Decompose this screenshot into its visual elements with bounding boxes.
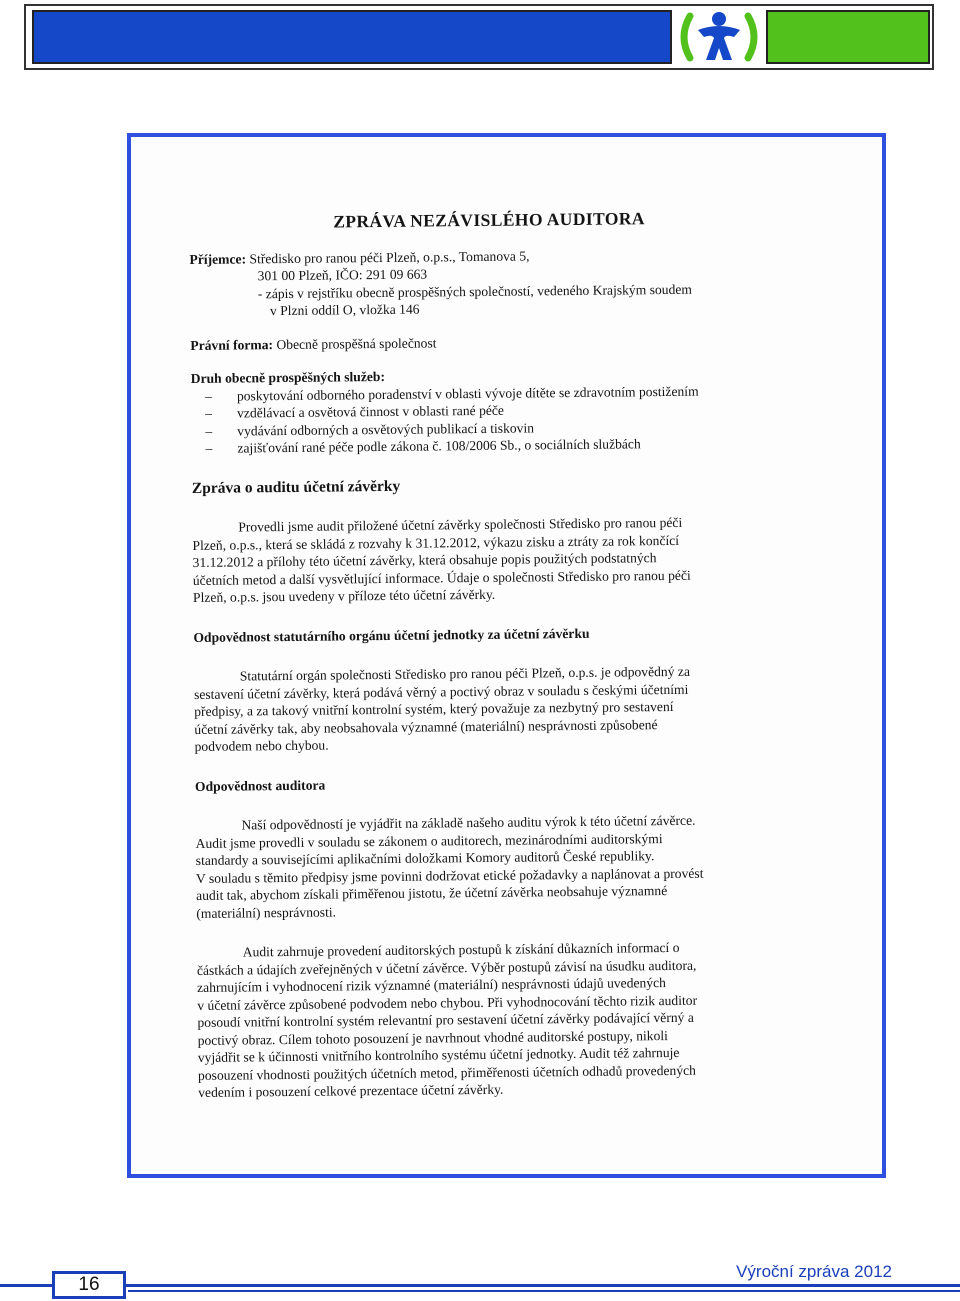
audit-paragraph: Provedli jsme audit přiložené účetní závěrky společnosti Středisko pro ranou péči Plzeň, o.p.s., která se skládá z rozvahy k 31.12.2012, výkazu zisku a ztráty za rok končící 31.12.2012 a přílohy této účetní závěrky, která obsahuje popis použitých podstatných účetních metod a další vysvětlující informace. Údaje o společnosti Středisko pro ranou péči Plzeň, o.p.s. jsou uvedeny v příloze této účetní závěrky. — [192, 514, 691, 605]
legal-form-label: Právní forma: — [190, 336, 274, 353]
service-item: – vydávání odborných a osvětových publikací a tiskovin — [205, 419, 535, 439]
service-item: – vzdělávací a osvětová činnost v oblasti rané péče — [204, 402, 504, 421]
report-title: ZPRÁVA NEZÁVISLÉHO AUDITORA — [333, 208, 645, 232]
services-heading: Druh obecně prospěšných služeb: — [190, 368, 386, 386]
statutory-paragraph: Statutární orgán společnosti Středisko pro ranou péči Plzeň, o.p.s. je odpovědný za sestavení účetní závěrky, která podává věrný a poctivý obraz v souladu s českými účetními předpisy, a za takový vnitřní kontrolní systém, který považuje za nezbytný pro sestavení účetní závěrky tak, aby neobsahovala významné (materiální) nesprávnosti způsobené podvodem nebo chybou. — [193, 663, 691, 754]
legal-form-value: Obecně prospěšná společnost — [276, 334, 437, 352]
scanned-report-page — [189, 209, 798, 1102]
annual-report-title: Výroční zpráva 2012 — [736, 1262, 892, 1281]
recipient-line-3: - zápis v rejstříku obecně prospěšných společností, vedeného Krajským soudem — [257, 281, 693, 301]
header-banner — [24, 4, 934, 70]
child-figure-logo-icon — [676, 8, 762, 66]
recipient-label: Příjemce: — [189, 250, 247, 267]
service-item: – poskytování odborného poradenství v oblasti vývoje dítěte se zdravotním postižením — [204, 383, 699, 404]
recipient-line-4: v Plzni oddíl O, vložka 146 — [269, 301, 420, 319]
footer-rule-secondary — [128, 1290, 960, 1292]
auditor-responsibility-heading: Odpovědnost auditora — [194, 777, 326, 794]
banner-blue-block — [32, 10, 672, 64]
footer-rule — [0, 1284, 960, 1287]
auditor-paragraph-2: Audit zahrnuje provedení auditorských postupů k získání důkazních informací o částkách a údajích zveřejněných v účetní závěrce. Výběr postupů závisí na úsudku auditora, zahrnujícím i vyhodnocení rizik významné (materiální) nesprávnosti údajů uvedených v účetní závěrce způsobené podvodem nebo chybou. Při vyhodnocování těchto rizik auditor posoudí vnitřní kontrolní systém relevantní pro sestavení účetní závěrky podávající věrný a poctivý obraz. Cílem tohoto posouzení je navrhnout vhodné auditorské postupy, nikoli vyjádřit se k účinnosti vnitřního kontrolního systému účetní jednotky. Audit též zahrnuje posouzení vhodnosti použitých účetních metod, přiměřenosti účetních odhadů provedených vedením i posouzení celkové prezentace účetní závěrky. — [196, 939, 698, 1100]
statutory-responsibility-heading: Odpovědnost statutárního orgánu účetní jednotky za účetní závěrku — [193, 625, 590, 645]
recipient-line-2: 301 00 Plzeň, IČO: 291 09 663 — [257, 266, 428, 284]
recipient-value: Středisko pro ranou péči Plzeň, o.p.s., Tomanova 5, — [249, 247, 530, 266]
page-number: 16 — [52, 1271, 126, 1299]
auditor-paragraph-1: Naší odpovědností je vyjádřit na základě našeho auditu výrok k této účetní závěrce. Audit jsme provedli v souladu se zákonem o auditorech, mezinárodními auditorskými standardy a souvisejícími aplikačními doložkami Komory auditorů České republiky. V souladu s těmito předpisy jsme povinni dodržovat etické požadavky a naplánovat a provést audit tak, abychom získali přiměřenou jistotu, že účetní závěrka neobsahuje významné (materiální) nesprávnosti. — [195, 812, 704, 921]
audit-section-heading: Zpráva o auditu účetní závěrky — [191, 477, 401, 497]
scanned-report-frame — [127, 133, 886, 1178]
banner-green-block — [766, 10, 930, 64]
service-item: – zajišťování rané péče podle zákona č. 108/2006 Sb., o sociálních službách — [205, 436, 641, 456]
